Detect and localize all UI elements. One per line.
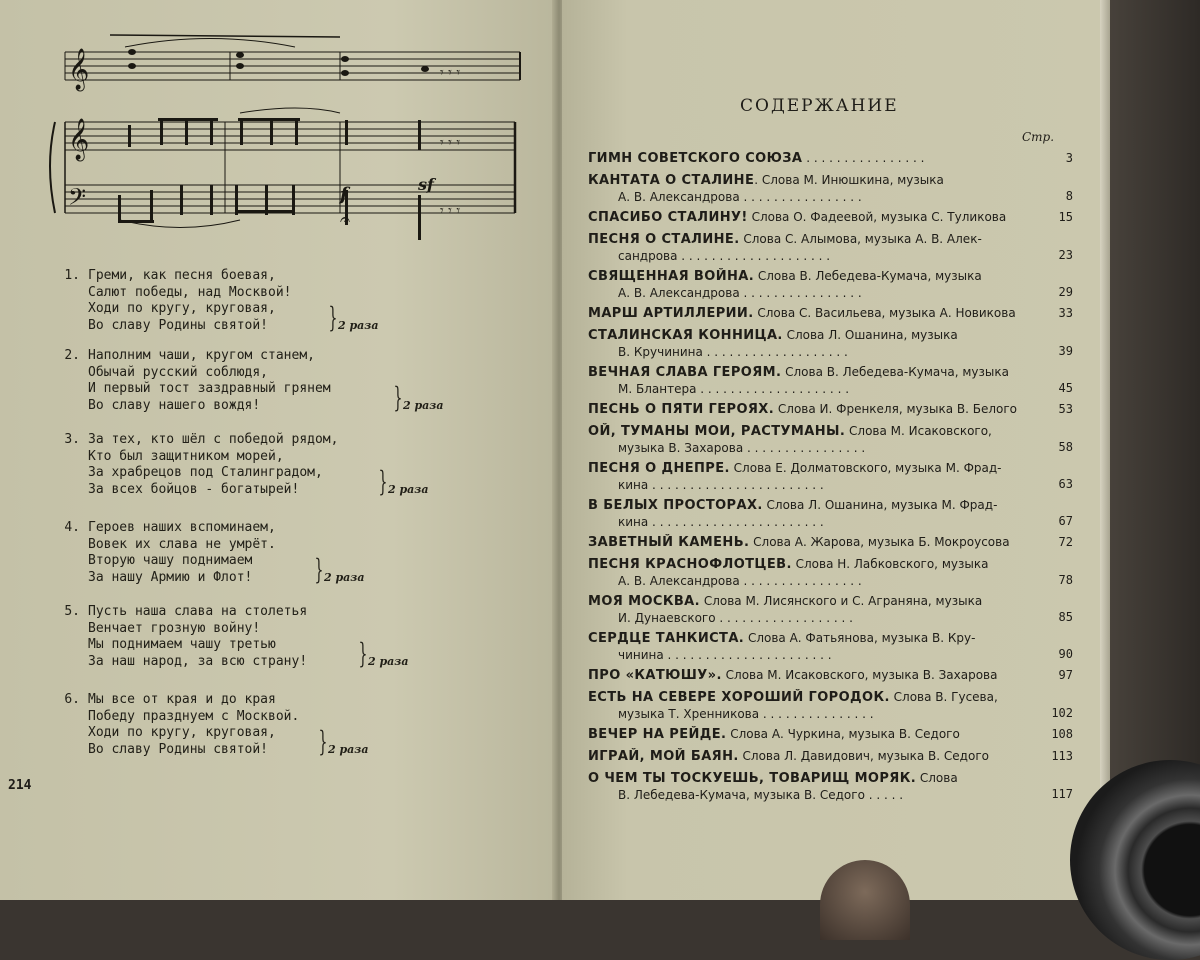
page-number: 72 — [1058, 535, 1073, 549]
song-credits: Слова А. Чуркина, музыка В. Седого — [726, 727, 960, 741]
finger — [820, 860, 910, 940]
page-number: 8 — [1065, 189, 1073, 203]
song-title: ЗАВЕТНЫЙ КАМЕНЬ. — [588, 535, 750, 550]
verse-line: Обычай русский соблюдя, — [88, 364, 269, 380]
repeat-brace: } — [318, 725, 328, 758]
verse-number: 4. — [64, 520, 80, 535]
repeat-marker: 2 раза — [403, 399, 444, 412]
verse-number: 6. — [64, 692, 80, 707]
toc-entry[interactable] — [588, 209, 1073, 226]
song-title: ПЕСНЬ О ПЯТИ ГЕРОЯХ. — [588, 402, 775, 417]
page-column-label: Стр. — [1022, 130, 1055, 144]
toc-entry[interactable] — [588, 460, 1073, 493]
verse-number: 5. — [64, 604, 80, 619]
svg-text:𝄾 𝄾 𝄾: 𝄾 𝄾 𝄾 — [440, 135, 461, 151]
verse-line: Во славу Родины святой! — [88, 317, 269, 333]
contents-title: СОДЕРЖАНИЕ — [740, 96, 899, 116]
verse-line: Вовек их слава не умрёт. — [88, 536, 276, 552]
song-credits-continued: сандрова . . . . . . . . . . . . . . . . . . . . — [618, 249, 831, 263]
song-title: ПЕСНЯ О СТАЛИНЕ. — [588, 232, 740, 247]
right-page — [562, 0, 1107, 900]
verse-line: Ходи по кругу, круговая, — [88, 301, 276, 316]
song-title: МОЯ МОСКВА. — [588, 594, 700, 609]
song-credits-continued: А. В. Александрова . . . . . . . . . . . . . . . . — [618, 190, 862, 204]
svg-text:𝄐: 𝄐 — [340, 209, 351, 230]
song-credits: Слова А. Жарова, музыка Б. Мокроусова — [749, 535, 1010, 549]
song-credits-continued: В. Кручинина . . . . . . . . . . . . . . . . . . . — [618, 345, 848, 359]
toc-entry[interactable] — [588, 172, 1073, 205]
song-title: ИГРАЙ, МОЙ БАЯН. — [588, 749, 739, 764]
song-credits-continued: музыка В. Захарова . . . . . . . . . . . . . . . . — [618, 441, 866, 455]
song-credits: Слова И. Френкеля, музыка В. Белого — [774, 402, 1018, 416]
verse-line: Вторую чашу поднимаем — [88, 553, 253, 568]
left-page — [0, 0, 560, 900]
song-title: ОЙ, ТУМАНЫ МОИ, РАСТУМАНЫ. — [588, 424, 846, 439]
repeat-brace: } — [358, 637, 368, 670]
verse-line: Ходи по кругу, круговая, — [88, 725, 276, 740]
song-title: ЕСТЬ НА СЕВЕРЕ ХОРОШИЙ ГОРОДОК. — [588, 690, 890, 705]
song-title: ПЕСНЯ О ДНЕПРЕ. — [588, 461, 730, 476]
song-credits: Слова М. Исаковского, — [845, 424, 992, 438]
song-credits: Слова Н. Лабковского, музыка — [791, 557, 989, 571]
song-credits-continued: кина . . . . . . . . . . . . . . . . . . . . . . . — [618, 478, 824, 492]
page-number: 45 — [1058, 381, 1073, 395]
song-credits: Слова — [916, 771, 958, 785]
verse-line: Пусть наша слава на столетья — [88, 604, 308, 619]
page-number: 15 — [1058, 210, 1073, 224]
toc-entry[interactable] — [588, 689, 1073, 722]
toc-entry[interactable] — [588, 150, 1073, 167]
page-number: 63 — [1058, 477, 1073, 491]
page-number: 58 — [1058, 440, 1073, 454]
verse-line: За наш народ, за всю страну! — [88, 653, 308, 669]
svg-text:𝄢: 𝄢 — [68, 183, 87, 216]
page-number: 33 — [1058, 306, 1073, 320]
song-credits: Слова В. Лебедева-Кумача, музыка — [754, 269, 982, 283]
toc-entry[interactable] — [588, 327, 1073, 360]
toc-entry[interactable] — [588, 748, 1073, 765]
repeat-brace: } — [393, 381, 403, 414]
verse-line: Греми, как песня боевая, — [88, 268, 276, 283]
toc-entry[interactable] — [588, 534, 1073, 551]
toc-entry[interactable] — [588, 770, 1073, 803]
song-title: ПРО «КАТЮШУ». — [588, 668, 722, 683]
song-credits: . . . . . . . . . . . . . . . . — [802, 151, 925, 165]
verse-line: И первый тост заздравный грянем — [88, 381, 331, 396]
page-number: 90 — [1058, 647, 1073, 661]
song-title: СЕРДЦЕ ТАНКИСТА. — [588, 631, 745, 646]
toc-entry[interactable] — [588, 497, 1073, 530]
svg-text:f: f — [340, 184, 348, 205]
repeat-marker: 2 раза — [388, 483, 429, 496]
song-credits-continued: В. Лебедева-Кумача, музыка В. Седого . . . . . — [618, 788, 904, 802]
verse-line: Салют победы, над Москвой! — [88, 284, 292, 300]
verse-line: Наполним чаши, кругом станем, — [88, 348, 315, 363]
page-number: 3 — [1065, 151, 1073, 165]
song-credits-continued: кина . . . . . . . . . . . . . . . . . . . . . . . — [618, 515, 824, 529]
page-number: 39 — [1058, 344, 1073, 358]
page-number: 23 — [1058, 248, 1073, 262]
song-credits: Слова В. Лебедева-Кумача, музыка — [781, 365, 1009, 379]
song-title: ГИМН СОВЕТСКОГО СОЮЗА — [588, 151, 803, 166]
song-credits-continued: М. Блантера . . . . . . . . . . . . . . . . . . . . — [618, 382, 850, 396]
svg-text:𝄞: 𝄞 — [68, 119, 90, 160]
repeat-brace: } — [314, 553, 324, 586]
toc-entry[interactable] — [588, 305, 1073, 322]
song-credits-continued: А. В. Александрова . . . . . . . . . . . . . . . . — [618, 574, 862, 588]
repeat-marker: 2 раза — [368, 655, 409, 668]
song-title: СПАСИБО СТАЛИНУ! — [588, 210, 748, 225]
verse-line: За храбрецов под Сталинградом, — [88, 465, 323, 480]
repeat-brace: } — [378, 465, 388, 498]
song-credits: . Слова М. Инюшкина, музыка — [754, 173, 944, 187]
song-credits: Слова М. Исаковского, музыка В. Захарова — [721, 668, 998, 682]
song-credits: Слова Е. Долматовского, музыка М. Фрад- — [729, 461, 1002, 475]
verse-line: Мы все от края и до края — [88, 692, 276, 707]
toc-entry[interactable] — [588, 268, 1073, 301]
page-number: 85 — [1058, 610, 1073, 624]
song-credits: Слова С. Алымова, музыка А. В. Алек- — [739, 232, 982, 246]
svg-text:sf: sf — [418, 175, 434, 194]
song-title: СВЯЩЕННАЯ ВОЙНА. — [588, 269, 755, 284]
song-title: ПЕСНЯ КРАСНОФЛОТЦЕВ. — [588, 557, 792, 572]
repeat-brace: } — [328, 301, 338, 334]
song-credits: Слова В. Гусева, — [889, 690, 998, 704]
toc-entry[interactable] — [588, 231, 1073, 264]
song-title: МАРШ АРТИЛЛЕРИИ. — [588, 306, 754, 321]
music-score — [40, 25, 540, 275]
song-title: ВЕЧНАЯ СЛАВА ГЕРОЯМ. — [588, 365, 782, 380]
song-title: КАНТАТА О СТАЛИНЕ — [588, 173, 755, 188]
song-credits: Слова О. Фадеевой, музыка С. Туликова — [747, 210, 1007, 224]
toc-entry[interactable] — [588, 630, 1073, 663]
svg-text:𝄾 𝄾 𝄾: 𝄾 𝄾 𝄾 — [440, 203, 461, 219]
toc-entry[interactable] — [588, 556, 1073, 589]
song-credits: Слова Л. Ошанина, музыка М. Фрад- — [762, 498, 998, 512]
song-credits: Слова С. Васильева, музыка А. Новикова — [753, 306, 1016, 320]
page-number: 117 — [1051, 787, 1073, 801]
song-credits: Слова Л. Ошанина, музыка — [782, 328, 958, 342]
toc-entry[interactable] — [588, 401, 1073, 418]
song-credits-continued: музыка Т. Хренникова . . . . . . . . . . . . . . . — [618, 707, 874, 721]
verse-line: Мы поднимаем чашу третью — [88, 637, 276, 652]
verse-line: Победу празднуем с Москвой. — [88, 708, 300, 724]
verse-line: За всех бойцов - богатырей! — [88, 481, 300, 497]
verse-line: Во славу Родины святой! — [88, 741, 269, 757]
repeat-marker: 2 раза — [324, 571, 365, 584]
page-number: 214 — [8, 778, 32, 793]
song-credits-continued: А. В. Александрова . . . . . . . . . . . . . . . . — [618, 286, 862, 300]
repeat-marker: 2 раза — [328, 743, 369, 756]
page-number: 29 — [1058, 285, 1073, 299]
book-edge — [1100, 0, 1110, 820]
song-title: ВЕЧЕР НА РЕЙДЕ. — [588, 727, 727, 742]
verse-line: Во славу нашего вождя! — [88, 397, 261, 413]
song-credits: Слова М. Лисянского и С. Аграняна, музыка — [700, 594, 983, 608]
page-number: 53 — [1058, 402, 1073, 416]
page-number: 78 — [1058, 573, 1073, 587]
verse-line: За тех, кто шёл с победой рядом, — [88, 432, 339, 447]
song-title: В БЕЛЫХ ПРОСТОРАХ. — [588, 498, 763, 513]
song-title: СТАЛИНСКАЯ КОННИЦА. — [588, 328, 783, 343]
toc-entry[interactable] — [588, 364, 1073, 397]
song-credits-continued: чинина . . . . . . . . . . . . . . . . . . . . . . — [618, 648, 832, 662]
svg-text:𝄞: 𝄞 — [68, 49, 90, 90]
toc-entry[interactable] — [588, 667, 1073, 684]
toc-entry[interactable] — [588, 726, 1073, 743]
verse-line: Героев наших вспоминаем, — [88, 520, 276, 535]
verse-line: За нашу Армию и Флот! — [88, 569, 253, 585]
repeat-marker: 2 раза — [338, 319, 379, 332]
song-credits: Слова А. Фатьянова, музыка В. Кру- — [744, 631, 976, 645]
verse-line: Кто был защитником морей, — [88, 448, 284, 464]
svg-text:𝄾 𝄾 𝄾: 𝄾 𝄾 𝄾 — [440, 65, 461, 81]
song-credits-continued: И. Дунаевского . . . . . . . . . . . . . . . . . . — [618, 611, 853, 625]
verse-number: 1. — [64, 268, 80, 283]
toc-entry[interactable] — [588, 593, 1073, 626]
page-number: 97 — [1058, 668, 1073, 682]
verse-number: 2. — [64, 348, 80, 363]
page-number: 113 — [1051, 749, 1073, 763]
page-number: 67 — [1058, 514, 1073, 528]
verse-line: Венчает грозную войну! — [88, 620, 261, 636]
page-number: 102 — [1051, 706, 1073, 720]
toc-entry[interactable] — [588, 423, 1073, 456]
verse-number: 3. — [64, 432, 80, 447]
page-number: 108 — [1051, 727, 1073, 741]
song-credits: Слова Л. Давидович, музыка В. Седого — [738, 749, 989, 763]
song-title: О ЧЕМ ТЫ ТОСКУЕШЬ, ТОВАРИЩ МОРЯК. — [588, 771, 917, 786]
